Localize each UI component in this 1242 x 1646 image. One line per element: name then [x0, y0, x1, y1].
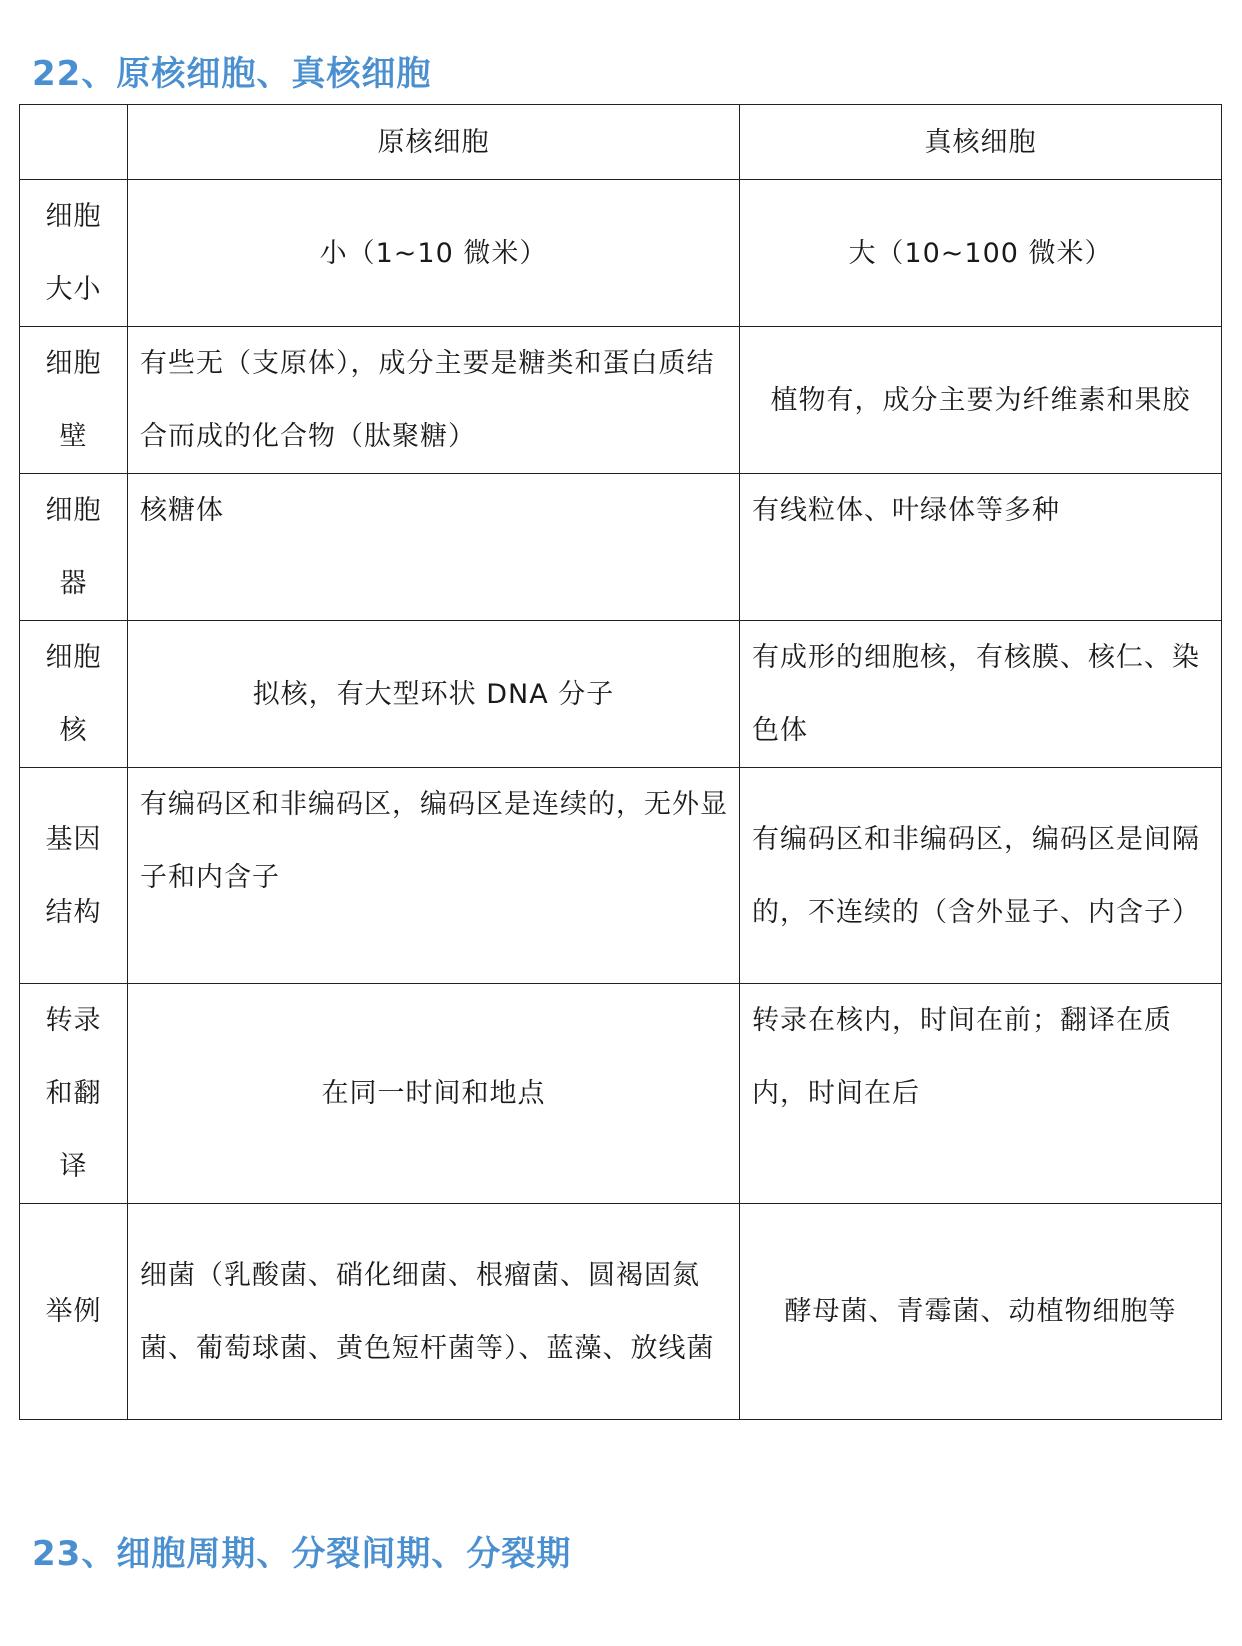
header-prokaryote: 原核细胞 [128, 105, 740, 180]
row-label-line: 壁 [59, 421, 88, 452]
prokaryote-cell: 有编码区和非编码区，编码区是连续的，无外显子和内含子 [128, 768, 740, 984]
row-label-line: 核 [59, 715, 88, 746]
prokaryote-cell: 拟核，有大型环状 DNA 分子 [128, 621, 740, 768]
prokaryote-cell: 有些无（支原体），成分主要是糖类和蛋白质结合而成的化合物（肽聚糖） [128, 327, 740, 474]
prokaryote-cell: 核糖体 [128, 474, 740, 621]
row-label-cell-examples [20, 1204, 128, 1420]
row-label-line: 大小 [45, 274, 102, 305]
row-label-line: 细胞 [45, 495, 102, 526]
row-label-cell-organelle [20, 474, 128, 621]
row-label-line: 结构 [45, 896, 102, 928]
row-label-cell-size [20, 180, 128, 327]
row-label-line: 和翻 [45, 1078, 102, 1109]
row-label-cell-wall [20, 327, 128, 474]
row-label-cell-gene [20, 768, 128, 984]
table-row [20, 327, 1222, 474]
prokaryote-cell: 小（1~10 微米） [128, 180, 740, 327]
table-header-row [20, 105, 1222, 180]
eukaryote-cell: 酵母菌、青霉菌、动植物细胞等 [740, 1204, 1222, 1420]
table-row [20, 768, 1222, 984]
row-label-line: 译 [59, 1151, 88, 1182]
section-23-title: 23、细胞周期、分裂间期、分裂期 [32, 1534, 572, 1574]
eukaryote-cell: 有成形的细胞核，有核膜、核仁、染色体 [740, 621, 1222, 768]
prokaryote-cell: 在同一时间和地点 [128, 984, 740, 1204]
header-empty-cell [20, 105, 128, 180]
row-label-cell-nucleus [20, 621, 128, 768]
eukaryote-cell: 转录在核内，时间在前；翻译在质内，时间在后 [740, 984, 1222, 1204]
eukaryote-cell: 大（10~100 微米） [740, 180, 1222, 327]
row-label-line: 基因 [45, 823, 102, 855]
section-22-title: 22、原核细胞、真核细胞 [32, 54, 432, 94]
row-label-line: 举例 [45, 1296, 102, 1327]
row-label-line: 器 [59, 568, 88, 599]
row-label-cell-transcription [20, 984, 128, 1204]
table-row [20, 180, 1222, 327]
row-label-line: 细胞 [45, 348, 102, 379]
row-label-line: 细胞 [45, 201, 102, 232]
row-label-line: 细胞 [45, 642, 102, 673]
table-row [20, 474, 1222, 621]
eukaryote-cell: 有编码区和非编码区，编码区是间隔的，不连续的（含外显子、内含子） [740, 768, 1222, 984]
table-row [20, 1204, 1222, 1420]
cell-comparison-table [19, 104, 1222, 1420]
row-label-line: 转录 [45, 1005, 102, 1036]
eukaryote-cell: 有线粒体、叶绿体等多种 [740, 474, 1222, 621]
table-row [20, 984, 1222, 1204]
prokaryote-cell: 细菌（乳酸菌、硝化细菌、根瘤菌、圆褐固氮菌、葡萄球菌、黄色短杆菌等）、蓝藻、放线菌 [128, 1204, 740, 1420]
table-row [20, 621, 1222, 768]
eukaryote-cell: 植物有，成分主要为纤维素和果胶 [740, 327, 1222, 474]
header-eukaryote: 真核细胞 [740, 105, 1222, 180]
